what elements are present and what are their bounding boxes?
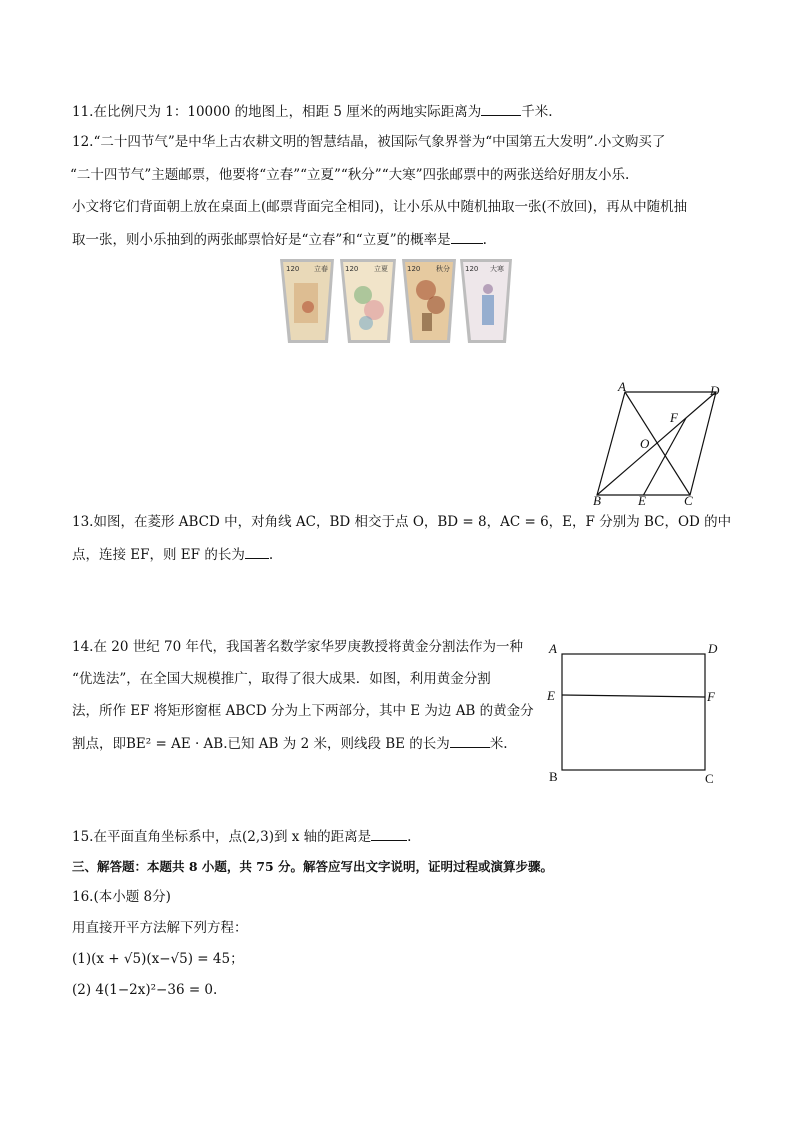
q12-answer-blank[interactable] <box>451 229 483 244</box>
segment-ef <box>644 418 687 495</box>
q13-answer-blank[interactable] <box>245 544 269 559</box>
label-O: O <box>640 436 650 451</box>
q13-line-1: 13.如图，在菱形 ABCD 中，对角线 AC，BD 相交于点 O，BD = 8，AC = 6，E，F 分别为 BC，OD 的中 <box>72 514 732 530</box>
q12-line-1: 12.“二十四节气”是中华上古农耕文明的智慧结晶，被国际气象界誉为“中国第五大发明”.小文购买了 <box>72 134 666 150</box>
q14-line-4-suffix: 米. <box>489 736 508 752</box>
q12-line-3: 小文将它们背面朝上放在桌面上(邮票背面完全相同)，让小乐从中随机抽取一张(不放回)，再从中随机抽 <box>72 199 688 215</box>
label-F: F <box>707 689 715 704</box>
q16-instruction: 用直接开平方法解下列方程： <box>72 920 248 936</box>
segment-ef <box>562 695 705 697</box>
q11-text: 11.在比例尺为 1：10000 的地图上，相距 5 厘米的两地实际距离为 <box>72 104 482 120</box>
rhombus-figure <box>580 380 730 510</box>
label-E: E <box>547 688 555 703</box>
q15-text: 15.在平面直角坐标系中，点(2,3)到 x 轴的距离是 <box>72 829 372 845</box>
stamp-2-name: 立夏 <box>374 265 388 273</box>
rectangle-abcd <box>562 654 705 770</box>
question-11 <box>72 101 553 122</box>
label-D: D <box>710 383 720 398</box>
section-3-title: 三、解答题：本题共 8 小题，共 75 分。解答应写出文字说明，证明过程或演算步骤。 <box>72 859 554 874</box>
q14-line-1: 14.在 20 世纪 70 年代，我国著名数学家华罗庚教授将黄金分割法作为一种 <box>72 639 523 655</box>
label-A: A <box>618 380 626 394</box>
q16-header: 16.(本小题 8分) <box>72 889 171 905</box>
q12-line-4 <box>72 229 487 250</box>
q14-line-4 <box>72 733 508 754</box>
q14-line-4-text: 割点，即BE² = AE · AB.已知 AB 为 2 米，则线段 BE 的长为 <box>72 736 450 752</box>
q13-line-2-text: 点，连接 EF，则 EF 的长为 <box>72 547 245 563</box>
label-A: A <box>549 641 557 656</box>
stamp-2-value: 120 <box>345 265 359 273</box>
q14-line-3: 法，所作 EF 将矩形窗框 ABCD 分为上下两部分，其中 E 为边 AB 的黄金分 <box>72 703 534 719</box>
q15-answer-blank[interactable] <box>371 826 407 841</box>
label-C: C <box>705 771 714 786</box>
q12-line-2: “二十四节气”主题邮票，他要将“立春”“立夏”“秋分”“大寒”四张邮票中的两张送给好朋友小乐. <box>70 167 630 183</box>
stamp-1-name: 立春 <box>314 265 328 273</box>
rectangle-figure <box>540 638 725 788</box>
q14-answer-blank[interactable] <box>450 733 490 748</box>
q13-line-2-suffix: . <box>268 547 274 563</box>
q11-answer-blank[interactable] <box>481 101 521 116</box>
q15-suffix: . <box>407 829 412 845</box>
question-15 <box>72 826 411 847</box>
stamp-3-name: 秋分 <box>436 265 450 273</box>
stamp-lixia <box>340 259 396 343</box>
diagonal-bd <box>597 392 716 495</box>
stamp-4-value: 120 <box>465 265 479 273</box>
stamps-image <box>278 255 514 347</box>
q12-line-4-suffix: . <box>482 232 487 248</box>
stamp-dahan <box>460 259 512 343</box>
q11-suffix: 千米. <box>521 104 553 120</box>
stamp-3-value: 120 <box>407 265 421 273</box>
q14-line-2: “优选法”，在全国大规模推广，取得了很大成果．如图，利用黄金分割 <box>72 671 491 687</box>
label-D: D <box>708 641 718 656</box>
stamp-1-value: 120 <box>286 265 300 273</box>
label-E: E <box>638 493 646 508</box>
label-B: B <box>593 493 601 508</box>
label-C: C <box>684 493 693 508</box>
q16-equation-2: (2) 4(1−2x)²−36 = 0. <box>72 982 218 998</box>
stamp-lichun <box>280 259 334 343</box>
stamp-qiufen <box>402 259 456 343</box>
q16-equation-1: (1)(x + √5)(x−√5) = 45； <box>72 951 244 967</box>
q12-line-4-text: 取一张，则小乐抽到的两张邮票恰好是“立春”和“立夏”的概率是 <box>72 232 451 248</box>
stamp-4-name: 大寒 <box>490 265 504 273</box>
q13-line-2 <box>72 544 273 565</box>
label-B: B <box>549 769 558 784</box>
diagonal-ac <box>625 392 690 495</box>
label-F: F <box>670 410 678 425</box>
